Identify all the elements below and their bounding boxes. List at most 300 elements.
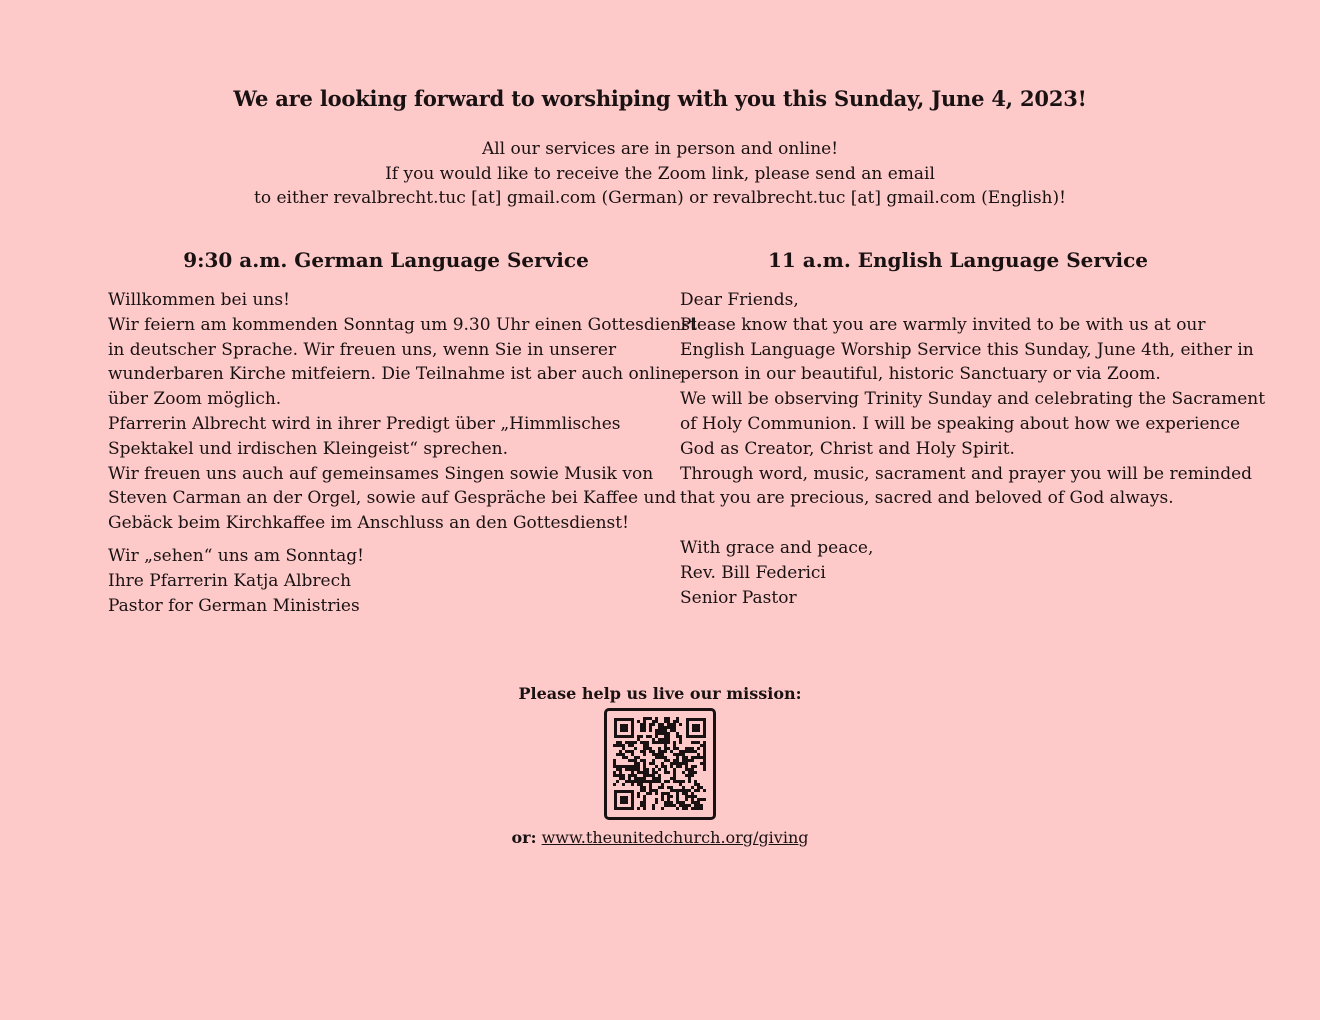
qr-module [688,759,691,762]
giving-line [0,827,1320,849]
qr-module [673,741,676,744]
qr-module [652,762,655,765]
qr-module [691,786,694,789]
qr-module [625,741,628,744]
qr-module [667,720,670,723]
qr-module [673,804,676,807]
qr-module [664,804,667,807]
english-service-column [680,246,1266,610]
qr-module [646,735,649,738]
qr-module [649,780,652,783]
qr-module [664,741,667,744]
qr-module [652,720,655,723]
qr-module [628,744,631,747]
qr-module [667,771,670,774]
qr-module [643,723,646,726]
qr-module [673,759,676,762]
german-text-line: Spektakel und irdischen Kleingeist“ sprechen. [108,438,509,459]
qr-module [667,735,670,738]
english-text-line: God as Creator, Christ and Holy Spirit. [680,438,1015,459]
qr-module [673,723,676,726]
qr-module [682,804,685,807]
qr-module [637,762,640,765]
qr-module [694,765,697,768]
qr-module [637,735,640,738]
qr-module [631,741,634,744]
qr-module [688,789,691,792]
qr-module [640,735,643,738]
qr-module [700,804,703,807]
qr-module [643,798,646,801]
english-text-line: Dear Friends, [680,290,799,310]
qr-module [661,732,664,735]
qr-module [667,723,670,726]
qr-module [634,759,637,762]
qr-module [685,768,688,771]
qr-module [622,777,625,780]
qr-module [682,759,685,762]
qr-module [664,747,667,750]
qr-module [694,807,697,810]
qr-module [679,750,682,753]
qr-module [634,765,637,768]
qr-module [613,783,616,786]
qr-module [697,783,700,786]
mission-title: Please help us live our mission: [518,684,802,703]
qr-module [640,726,643,729]
qr-module [619,771,622,774]
qr-module [646,771,649,774]
qr-module [628,768,631,771]
qr-module [643,717,646,720]
qr-module [619,744,622,747]
qr-module [667,741,670,744]
german-text-line: Pfarrerin Albrecht wird in ihrer Predigt über „Himmlisches [108,413,621,434]
qr-module [643,771,646,774]
qr-module [661,753,664,756]
qr-module [631,750,634,753]
qr-module [631,780,634,783]
qr-module [649,786,652,789]
qr-module [640,801,643,804]
qr-module [634,747,637,750]
qr-module [664,792,667,795]
qr-code-icon [607,711,713,817]
qr-module [661,783,664,786]
qr-module [637,720,640,723]
qr-module [622,774,625,777]
qr-module [661,729,664,732]
qr-module [676,756,679,759]
qr-module [643,762,646,765]
qr-module [688,777,691,780]
qr-module [694,750,697,753]
qr-module [667,732,670,735]
qr-module [664,726,667,729]
qr-module [619,750,622,753]
qr-module [664,729,667,732]
qr-module [688,795,691,798]
qr-module [631,765,634,768]
german-service-column [108,246,697,618]
qr-module [631,744,634,747]
qr-module [703,768,706,771]
qr-module [685,762,688,765]
qr-module [670,786,673,789]
qr-module [670,726,673,729]
qr-module [658,753,661,756]
qr-module [643,786,646,789]
qr-module [631,774,634,777]
qr-module [676,792,679,795]
qr-module [676,807,679,810]
qr-module [664,717,667,720]
qr-module [682,801,685,804]
qr-module [667,738,670,741]
qr-module [649,735,652,738]
qr-module [613,759,616,762]
qr-module [640,729,643,732]
qr-module [697,756,700,759]
qr-module [652,723,655,726]
qr-module [655,792,658,795]
qr-module [667,798,670,801]
qr-module [694,756,697,759]
qr-module [667,747,670,750]
qr-module [634,741,637,744]
qr-module [655,798,658,801]
german-signature-name: Ihre Pfarrerin Katja Albrech [108,570,352,591]
qr-module [655,720,658,723]
qr-module [631,759,634,762]
qr-module [673,777,676,780]
qr-module [673,768,676,771]
german-text-line: Steven Carman an der Orgel, sowie auf Gespräche bei Kaffee und [108,488,677,509]
english-text-line: Through word, music, sacrament and prayer you will be reminded [680,463,1253,484]
qr-module [652,768,655,771]
qr-module [628,759,631,762]
qr-module [676,759,679,762]
qr-module [646,774,649,777]
qr-module [640,777,643,780]
qr-module [637,765,640,768]
qr-module [646,744,649,747]
qr-module [676,717,679,720]
qr-module [643,759,646,762]
qr-module [670,795,673,798]
qr-module [625,780,628,783]
mission-section [0,683,1320,849]
qr-module [661,786,664,789]
qr-module [694,804,697,807]
spacer [108,536,678,544]
qr-module [658,732,661,735]
qr-module [667,780,670,783]
qr-module [679,789,682,792]
qr-module [691,807,694,810]
qr-module [679,723,682,726]
qr-module [685,756,688,759]
qr-module [661,762,664,765]
english-text-line: person in our beautiful, historic Sanctuary or via Zoom. [680,364,1161,385]
qr-module [694,771,697,774]
qr-module [655,732,658,735]
qr-module [682,807,685,810]
qr-module [643,780,646,783]
qr-module [688,768,691,771]
qr-module [667,759,670,762]
qr-module [628,777,631,780]
qr-module [646,780,649,783]
english-text-line: of Holy Communion. I will be speaking about how we experience [680,413,1241,434]
qr-module [676,780,679,783]
qr-module [691,750,694,753]
qr-module [649,723,652,726]
qr-module [673,789,676,792]
qr-module [619,777,622,780]
qr-module [652,753,655,756]
qr-module [697,804,700,807]
qr-module [625,750,628,753]
qr-module [637,792,640,795]
qr-module [670,729,673,732]
giving-link[interactable]: www.theunitedchurch.org/giving [541,828,809,847]
qr-module [694,795,697,798]
qr-module [649,762,652,765]
qr-module [643,747,646,750]
qr-module [703,747,706,750]
qr-module [703,765,706,768]
qr-module [697,786,700,789]
qr-module [685,747,688,750]
page-headline: We are looking forward to worshiping with you this Sunday, June 4, 2023! [233,86,1087,111]
giving-qr-code[interactable] [604,708,716,820]
qr-module [685,750,688,753]
qr-module [643,789,646,792]
english-text-line: that you are precious, sacred and beloved of God always. [680,488,1174,509]
qr-module [661,726,664,729]
qr-module [628,750,631,753]
qr-module [700,744,703,747]
qr-module [679,780,682,783]
qr-module [649,726,652,729]
qr-module [643,765,646,768]
qr-module [691,756,694,759]
qr-module [616,768,619,771]
qr-module [658,726,661,729]
qr-module [613,774,616,777]
qr-module [679,741,682,744]
qr-module [616,780,619,783]
qr-module [613,744,616,747]
qr-module [649,717,652,720]
qr-module [640,723,643,726]
intro-block [0,137,1320,211]
qr-module [649,747,652,750]
qr-module [640,804,643,807]
qr-module [643,807,646,810]
qr-module [667,801,670,804]
qr-module [688,747,691,750]
german-closing-line: Wir „sehen“ uns am Sonntag! [108,545,364,566]
qr-module [655,801,658,804]
qr-module [679,735,682,738]
qr-module [658,777,661,780]
qr-module [664,801,667,804]
qr-module [661,795,664,798]
german-signature-title: Pastor for German Ministries [108,595,360,616]
qr-module [646,792,649,795]
qr-module [694,789,697,792]
qr-module [619,768,622,771]
qr-module [673,771,676,774]
qr-module [640,780,643,783]
qr-module [652,774,655,777]
qr-module [637,756,640,759]
qr-module [652,750,655,753]
qr-module [643,804,646,807]
qr-module [643,777,646,780]
qr-module [637,807,640,810]
qr-module [637,738,640,741]
qr-module [667,795,670,798]
qr-module [688,804,691,807]
qr-module [658,780,661,783]
qr-module [643,741,646,744]
qr-module [625,756,628,759]
qr-module [664,765,667,768]
qr-module [679,801,682,804]
qr-module [661,765,664,768]
english-signature-title: Senior Pastor [680,587,797,608]
qr-module [643,801,646,804]
qr-module [634,756,637,759]
qr-module [643,753,646,756]
qr-module [664,780,667,783]
qr-module [640,786,643,789]
qr-module [640,789,643,792]
intro-line: All our services are in person and online! [481,139,839,159]
english-text-line: English Language Worship Service this Sunday, June 4th, either in [680,339,1254,360]
qr-module [631,783,634,786]
qr-module [619,774,622,777]
qr-module [691,801,694,804]
qr-module [697,753,700,756]
qr-module [634,774,637,777]
qr-module [667,792,670,795]
qr-module [670,762,673,765]
qr-module [682,780,685,783]
qr-module [685,807,688,810]
qr-module [700,798,703,801]
qr-module [640,750,643,753]
qr-module [616,741,619,744]
qr-module [697,798,700,801]
giving-or-label: or: [511,828,537,847]
qr-module [670,801,673,804]
qr-module [694,801,697,804]
qr-module [652,741,655,744]
qr-module [646,747,649,750]
qr-module [658,741,661,744]
qr-module [685,798,688,801]
qr-module [661,750,664,753]
qr-module [670,723,673,726]
qr-module [682,789,685,792]
qr-module [691,741,694,744]
qr-module [619,741,622,744]
qr-module [661,807,664,810]
qr-module [682,750,685,753]
qr-module [685,774,688,777]
qr-module [685,759,688,762]
intro-line: to either revalbrecht.tuc [at] gmail.com (German) or revalbrecht.tuc [at] gmail.com (English)! [254,188,1066,208]
qr-module [697,801,700,804]
qr-module [622,753,625,756]
qr-module [634,777,637,780]
qr-module [673,744,676,747]
qr-module [691,771,694,774]
qr-module [673,774,676,777]
qr-module [637,777,640,780]
qr-module [643,729,646,732]
qr-module [670,765,673,768]
qr-module [697,789,700,792]
qr-module [682,792,685,795]
qr-module [655,717,658,720]
qr-module [682,756,685,759]
qr-module [697,747,700,750]
qr-module [679,783,682,786]
qr-module [688,771,691,774]
qr-module [655,753,658,756]
qr-module [700,807,703,810]
qr-module [688,750,691,753]
qr-module [673,753,676,756]
qr-module [700,786,703,789]
qr-module [634,762,637,765]
intro-line: If you would like to receive the Zoom link, please send an email [385,163,935,184]
english-closing-line: With grace and peace, [680,537,874,558]
qr-module [613,765,616,768]
qr-module [694,783,697,786]
qr-module [649,792,652,795]
qr-module [676,798,679,801]
qr-module [628,741,631,744]
qr-module [643,750,646,753]
qr-module [658,768,661,771]
qr-module [670,804,673,807]
qr-module [691,765,694,768]
qr-module [661,738,664,741]
qr-module [640,759,643,762]
qr-module [676,801,679,804]
qr-module [616,765,619,768]
qr-module [673,747,676,750]
qr-module [622,765,625,768]
qr-module [643,774,646,777]
qr-module [655,735,658,738]
qr-module [685,804,688,807]
qr-module [682,771,685,774]
qr-module [676,762,679,765]
qr-module [646,768,649,771]
qr-module [664,744,667,747]
qr-module [703,744,706,747]
qr-module [655,729,658,732]
qr-module [625,765,628,768]
qr-module [664,738,667,741]
